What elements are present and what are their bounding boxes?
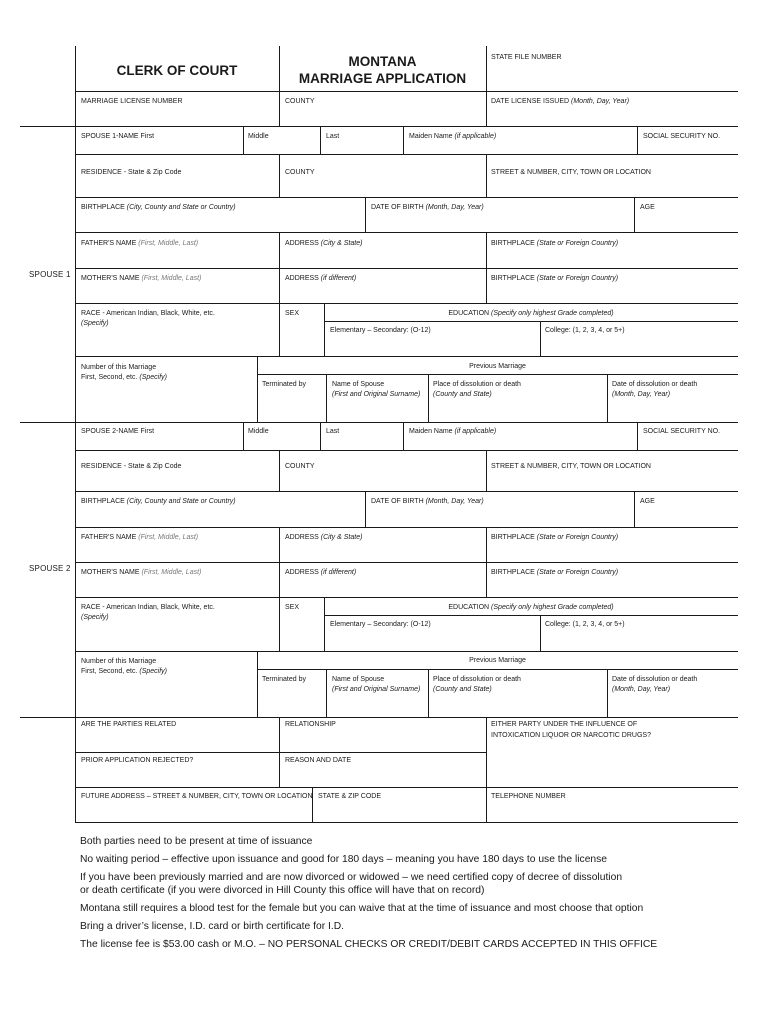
spouse1-race-label: RACE - American Indian, Black, White, etc.	[81, 310, 215, 317]
spouse2-date-dissolution-hint: (Month, Day, Year)	[612, 686, 671, 693]
prior-rejected-label: PRIOR APPLICATION REJECTED?	[81, 757, 194, 764]
spouse2-father-name-label: FATHER'S NAME (First, Middle, Last)	[81, 534, 199, 541]
spouse2-first-name-label: SPOUSE 2-NAME First	[81, 428, 155, 435]
reason-date-label: REASON AND DATE	[285, 757, 351, 764]
spouse1-education-label: EDUCATION (Specify only highest Grade completed)	[448, 310, 614, 317]
state-file-number-label: STATE FILE NUMBER	[491, 54, 562, 61]
spouse2-county-label: COUNTY	[285, 463, 315, 470]
spouse2-marriage-number-label: Number of this Marriage	[81, 658, 157, 665]
spouse2-age-label: AGE	[640, 498, 655, 505]
instruction-item: or death certificate (if you were divorced in Hill County this office will have that on record)	[80, 884, 485, 896]
spouse2-last-name-label: Last	[326, 428, 340, 435]
spouse2-marriage-number-line2: First, Second, etc. (Specify)	[81, 668, 167, 675]
spouse1-date-dissolution-hint: (Month, Day, Year)	[612, 391, 671, 398]
spouse1-date-dissolution-label: Date of dissolution or death	[612, 381, 698, 388]
header-county-label: COUNTY	[285, 98, 315, 105]
spouse2-terminated-by-label: Terminated by	[262, 676, 306, 683]
spouse1-marriage-number-label: Number of this Marriage	[81, 364, 157, 371]
spouse1-elementary-label: Elementary – Secondary: (O-12)	[330, 327, 431, 334]
instruction-item: If you have been previously married and are now divorced or widowed – we need certified copy of decree of dissolution	[80, 872, 623, 883]
spouse1-age-label: AGE	[640, 204, 655, 211]
spouse2-college-label: College: (1, 2, 3, 4, or 5+)	[545, 621, 625, 628]
spouse2-maiden-name-label: Maiden Name (if applicable)	[409, 428, 497, 435]
influence-label-line1: EITHER PARTY UNDER THE INFLUENCE OF	[491, 721, 638, 728]
form-title-line2: MARRIAGE APPLICATION	[298, 71, 467, 86]
spouse2-birthplace-label: BIRTHPLACE (City, County and State or Country)	[81, 498, 236, 505]
instruction-item: The license fee is $53.00 cash or M.O. – NO PERSONAL CHECKS OR CREDIT/DEBIT CARDS ACCEPTED IN THIS OFFICE	[80, 938, 658, 950]
spouse2-elementary-label: Elementary – Secondary: (O-12)	[330, 621, 431, 628]
spouse2-name-of-spouse-label: Name of Spouse	[332, 676, 385, 683]
spouse1-college-label: College: (1, 2, 3, 4, or 5+)	[545, 327, 625, 334]
spouse2-mother-birthplace-label: BIRTHPLACE (State or Foreign Country)	[491, 569, 619, 576]
spouse1-residence-label: RESIDENCE - State & Zip Code	[81, 169, 182, 176]
spouse2-race-label: RACE - American Indian, Black, White, etc.	[81, 604, 215, 611]
spouse1-last-name-label: Last	[326, 133, 340, 140]
telephone-label: TELEPHONE NUMBER	[491, 793, 566, 800]
spouse2-previous-marriage-label: Previous Marriage	[469, 657, 526, 664]
spouse1-father-birthplace-label: BIRTHPLACE (State or Foreign Country)	[491, 240, 619, 247]
spouse1-mother-birthplace-label: BIRTHPLACE (State or Foreign Country)	[491, 275, 619, 282]
spouse1-maiden-name-label: Maiden Name (if applicable)	[409, 133, 497, 140]
spouse1-middle-name-label: Middle	[248, 133, 269, 140]
form-title-line1: MONTANA	[348, 54, 417, 69]
spouse1-terminated-by-label: Terminated by	[262, 381, 306, 388]
date-license-issued-label: DATE LICENSE ISSUED (Month, Day, Year)	[491, 98, 630, 105]
spouse1-section-label: SPOUSE 1	[29, 270, 71, 279]
instructions	[80, 836, 730, 957]
spouse1-street-label: STREET & NUMBER, CITY, TOWN OR LOCATION	[491, 169, 651, 176]
spouse2-father-address-label: ADDRESS (City & State)	[285, 534, 363, 541]
spouse2-dob-label: DATE OF BIRTH (Month, Day, Year)	[371, 498, 484, 505]
marriage-license-number-label: MARRIAGE LICENSE NUMBER	[81, 98, 183, 105]
influence-label-line2: INTOXICATION LIQUOR OR NARCOTIC DRUGS?	[491, 732, 651, 739]
instruction-item: Both parties need to be present at time of issuance	[80, 836, 313, 847]
spouse2-education-label: EDUCATION (Specify only highest Grade completed)	[448, 604, 614, 611]
spouse1-place-dissolution-hint: (County and State)	[433, 391, 492, 398]
spouse1-father-name-label: FATHER'S NAME (First, Middle, Last)	[81, 240, 199, 247]
spouse2-street-label: STREET & NUMBER, CITY, TOWN OR LOCATION	[491, 463, 651, 470]
spouse1-mother-name-label: MOTHER'S NAME (First, Middle, Last)	[81, 275, 202, 282]
spouse1-mother-address-label: ADDRESS (if different)	[285, 275, 357, 282]
instruction-item: Montana still requires a blood test for the female but you can waive that at the time of issuance and most choose that option	[80, 902, 644, 914]
spouse2-mother-address-label: ADDRESS (if different)	[285, 569, 357, 576]
relationship-label: RELATIONSHIP	[285, 721, 336, 728]
spouse2-ssn-label: SOCIAL SECURITY NO.	[643, 428, 721, 435]
spouse1-birthplace-label: BIRTHPLACE (City, County and State or Country)	[81, 204, 236, 211]
spouse2-place-dissolution-hint: (County and State)	[433, 686, 492, 693]
spouse1-first-name-label: SPOUSE 1-NAME First	[81, 133, 155, 140]
spouse2-middle-name-label: Middle	[248, 428, 269, 435]
spouse1-ssn-label: SOCIAL SECURITY NO.	[643, 133, 721, 140]
spouse2-mother-name-label: MOTHER'S NAME (First, Middle, Last)	[81, 569, 202, 576]
spouse2-sex-label: SEX	[285, 604, 300, 611]
future-address-label: FUTURE ADDRESS – STREET & NUMBER, CITY, TOWN OR LOCATION	[81, 793, 313, 800]
spouse1-name-of-spouse-label: Name of Spouse	[332, 381, 385, 388]
spouse2-section-label: SPOUSE 2	[29, 564, 71, 573]
spouse2-name-of-spouse-hint: (First and Original Surname)	[332, 686, 421, 693]
instruction-item: No waiting period – effective upon issuance and good for 180 days – meaning you have 180 days to use the license	[80, 854, 608, 865]
spouse1-previous-marriage-label: Previous Marriage	[469, 363, 526, 370]
spouse2-father-birthplace-label: BIRTHPLACE (State or Foreign Country)	[491, 534, 619, 541]
state-zip-label: STATE & ZIP CODE	[318, 793, 382, 800]
spouse1-dob-label: DATE OF BIRTH (Month, Day, Year)	[371, 204, 484, 211]
spouse2-residence-label: RESIDENCE - State & Zip Code	[81, 463, 182, 470]
spouse2-date-dissolution-label: Date of dissolution or death	[612, 676, 698, 683]
clerk-of-court-title: CLERK OF COURT	[116, 63, 238, 78]
spouse1-sex-label: SEX	[285, 310, 300, 317]
spouse2-race-hint: (Specify)	[81, 614, 109, 621]
spouse1-father-address-label: ADDRESS (City & State)	[285, 240, 363, 247]
spouse1-county-label: COUNTY	[285, 169, 315, 176]
spouse1-marriage-number-line2: First, Second, etc. (Specify)	[81, 374, 167, 381]
spouse2-place-dissolution-label: Place of dissolution or death	[433, 676, 521, 683]
instruction-item: Bring a driver’s license, I.D. card or birth certificate for I.D.	[80, 920, 344, 932]
spouse1-name-of-spouse-hint: (First and Original Surname)	[332, 391, 421, 398]
spouse1-place-dissolution-label: Place of dissolution or death	[433, 381, 521, 388]
spouse1-race-hint: (Specify)	[81, 320, 109, 327]
parties-related-label: ARE THE PARTIES RELATED	[81, 721, 177, 728]
